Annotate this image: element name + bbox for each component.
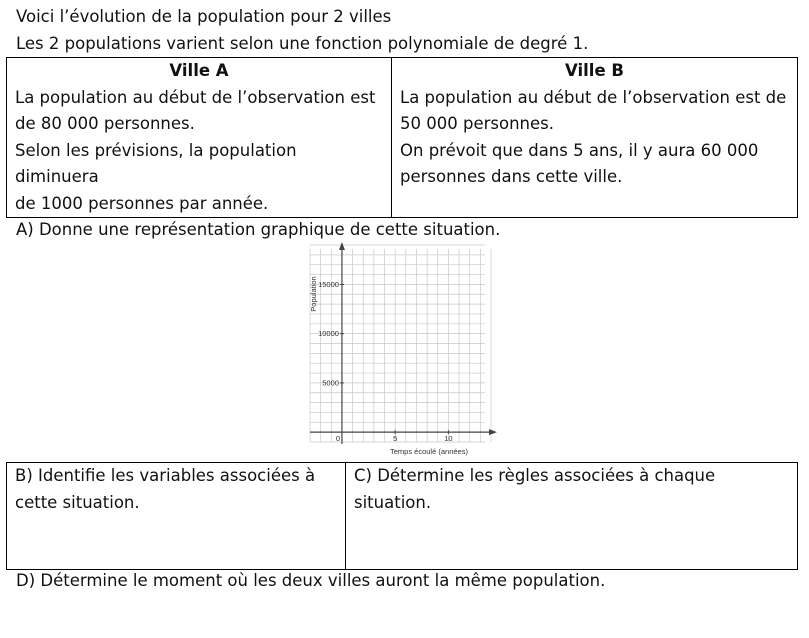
subtitle-line: Les 2 populations varient selon une fonction polynomiale de degré 1. (16, 34, 589, 53)
city-a-cell (7, 58, 392, 218)
city-b-line: 50 000 personnes. (400, 114, 554, 133)
city-b-line: La population au début de l’observation est de (400, 87, 787, 107)
city-a-line: La population au début de l’observation est (15, 87, 376, 107)
x-tick-label: 5 (393, 434, 398, 444)
question-b: B) Identifie les variables associées à (15, 466, 316, 485)
question-b: cette situation. (15, 492, 140, 512)
city-a-line: de 1000 personnes par année. (15, 193, 269, 213)
grid (310, 245, 491, 442)
question-b-cell[interactable] (7, 463, 346, 570)
city-b-cell (392, 58, 798, 218)
question-a: A) Donne une représentation graphique de cette situation. (16, 220, 501, 239)
question-c: C) Détermine les règles associées à chaque situation. (354, 466, 716, 512)
x-tick-label: 0 (335, 434, 341, 444)
city-b-line: personnes dans cette ville. (400, 167, 623, 186)
x-axis-label: Temps écoulé (années) (390, 447, 468, 456)
intro-line: Voici l’évolution de la population pour 2 villes (16, 7, 392, 26)
y-tick-label: 15000 (318, 279, 339, 289)
y-axis-label: Population (309, 276, 318, 312)
city-a-line: de 80 000 personnes. (15, 114, 195, 133)
answers-table (6, 462, 798, 570)
y-axis-arrow-icon (339, 242, 345, 250)
x-axis-arrow-icon (489, 429, 497, 435)
y-tick-label: 10000 (318, 329, 339, 339)
city-b-title: Ville B (565, 61, 624, 80)
x-tick-label: 10 (444, 434, 453, 444)
y-tick-label: 5000 (322, 378, 339, 388)
city-a-title: Ville A (169, 61, 229, 80)
blank-graph[interactable] (305, 242, 501, 458)
cities-table (6, 57, 798, 218)
axes (310, 242, 497, 444)
question-d: D) Détermine le moment où les deux villes auront la même population. (16, 571, 606, 590)
city-b-line: On prévoit que dans 5 ans, il y aura 60 000 (400, 140, 759, 160)
question-c-cell[interactable] (346, 463, 798, 570)
city-a-line: Selon les prévisions, la population diminuera (15, 140, 297, 186)
